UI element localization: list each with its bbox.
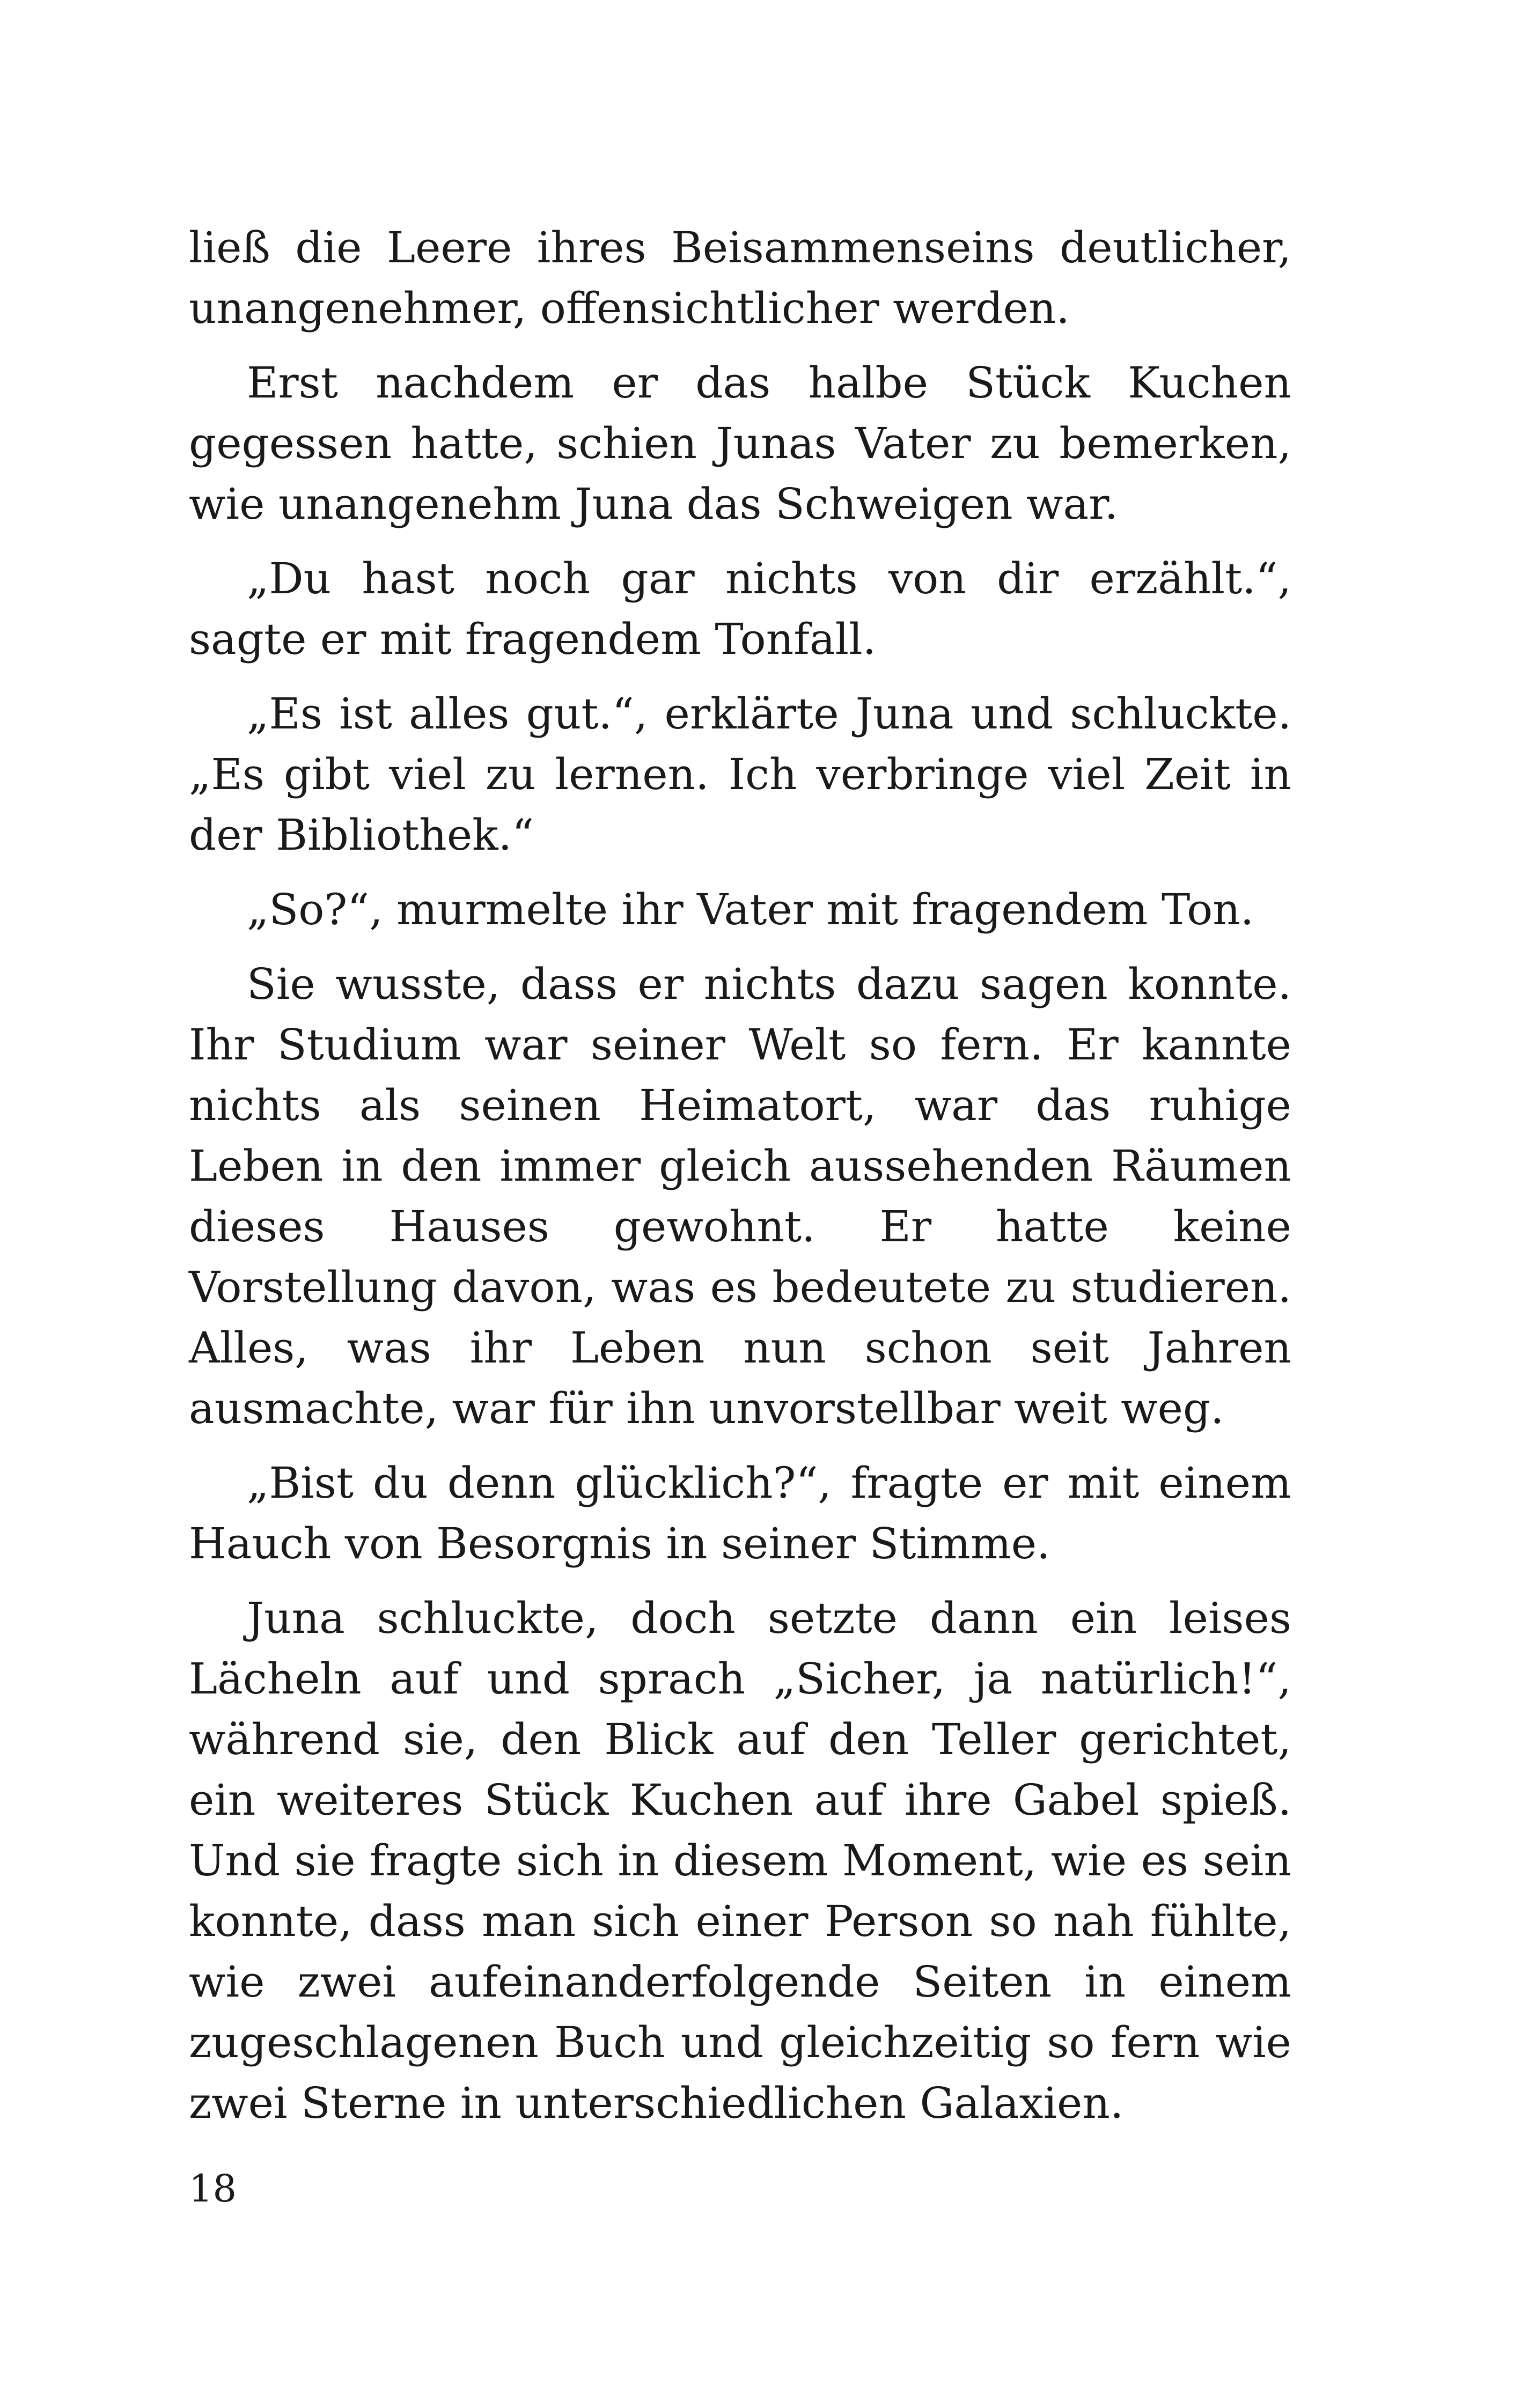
paragraph-1: ließ die Leere ihres Beisammenseins deutlicher, unangenehmer, offensichtlicher werden.	[189, 223, 1291, 333]
page-number: 18	[189, 2167, 237, 2211]
paragraph-7: „Bist du denn glücklich?“, fragte er mit einem Hauch von Besorgnis in seiner Stimme.	[189, 1458, 1291, 1568]
paragraph-5: „So?“, murmelte ihr Vater mit fragendem Ton.	[247, 885, 1254, 934]
paragraph-6: Sie wusste, dass er nichts dazu sagen konnte. Ihr Studium war seiner Welt so fern. Er kannte nichts als seinen Heimatort, war das ruhige Leben in den immer gleich aussehenden Räumen dieses Hauses gewohnt. Er hatte keine Vorstellung davon, was es bedeutete zu studieren. Alles, was ihr Leben nun schon seit Jahren ausmachte, war für ihn unvorstellbar weit weg.	[189, 959, 1291, 1433]
body-text	[189, 217, 1291, 2147]
paragraph-4: „Es ist alles gut.“, erklärte Juna und schluckte. „Es gibt viel zu lernen. Ich verbringe viel Zeit in der Bibliothek.“	[189, 689, 1291, 860]
paragraph-2: Erst nachdem er das halbe Stück Kuchen gegessen hatte, schien Junas Vater zu bemerken, wie unangenehm Juna das Schweigen war.	[189, 358, 1291, 529]
paragraph-3: „Du hast noch gar nichts von dir erzählt.“, sagte er mit fragendem Tonfall.	[189, 554, 1291, 664]
paragraph-8: Juna schluckte, doch setzte dann ein leises Lächeln auf und sprach „Sicher, ja natürlich!“, während sie, den Blick auf den Teller gerichtet, ein weiteres Stück Kuchen auf ihre Gabel spieß. Und sie fragte sich in diesem Moment, wie es sein konnte, dass man sich einer Person so nah fühlte, wie zwei aufeinanderfolgende Seiten in einem zugeschlagenen Buch und gleichzeitig so fern wie zwei Sterne in unterschiedlichen Galaxien.	[189, 1593, 1291, 2128]
